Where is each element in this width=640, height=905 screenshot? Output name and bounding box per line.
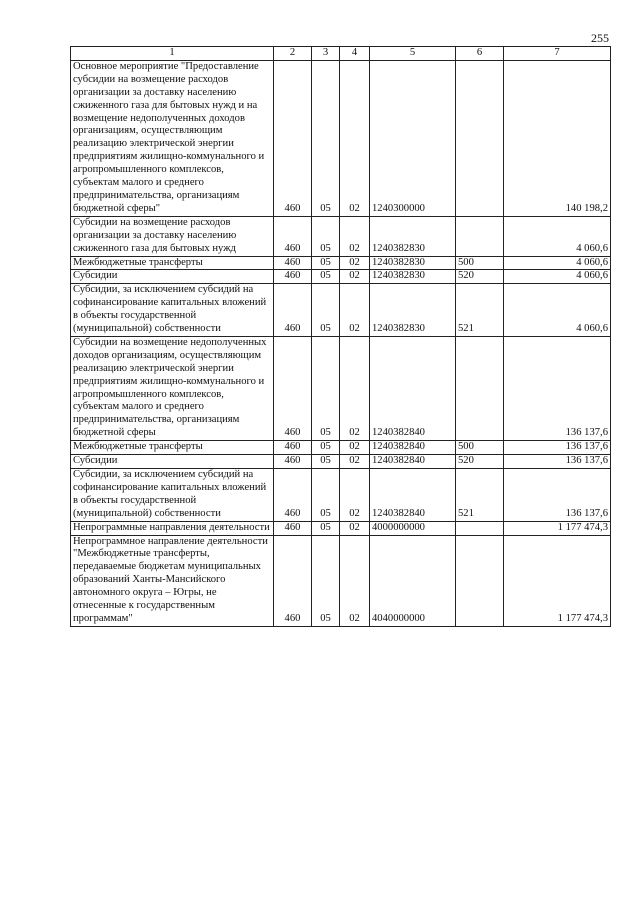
row-section: 05 bbox=[312, 469, 340, 522]
row-name: Непрограммное направление деятельности "Межбюджетные трансферты, передаваемые бюджетам муниципальных образований Ханты-Мансийского автономного округа – Югры, не отнесенные к государственным программам" bbox=[71, 535, 274, 626]
row-name: Субсидии bbox=[71, 455, 274, 469]
row-expense-type: 520 bbox=[456, 270, 504, 284]
row-target-article: 1240382830 bbox=[370, 270, 456, 284]
row-amount: 136 137,6 bbox=[504, 455, 611, 469]
row-section: 05 bbox=[312, 60, 340, 216]
row-name: Непрограммные направления деятельности bbox=[71, 521, 274, 535]
row-name: Основное мероприятие "Предоставление субсидии на возмещение расходов организации за доставку населению сжиженного газа для бытовых нужд и на возмещение недополученных доходов организациям, осуществляющим реализацию электрической энергии предприятиям жилищно-коммунального и агропромышленного комплексов, субъектам малого и среднего предпринимательства, организациям бюджетной сферы" bbox=[71, 60, 274, 216]
row-amount: 136 137,6 bbox=[504, 469, 611, 522]
row-code-admin: 460 bbox=[274, 270, 312, 284]
row-target-article: 1240382840 bbox=[370, 455, 456, 469]
row-subsection: 02 bbox=[340, 455, 370, 469]
row-expense-type bbox=[456, 521, 504, 535]
row-code-admin: 460 bbox=[274, 284, 312, 337]
row-expense-type: 520 bbox=[456, 455, 504, 469]
row-amount: 136 137,6 bbox=[504, 441, 611, 455]
row-subsection: 02 bbox=[340, 284, 370, 337]
row-code-admin: 460 bbox=[274, 469, 312, 522]
row-amount: 1 177 474,3 bbox=[504, 521, 611, 535]
row-section: 05 bbox=[312, 284, 340, 337]
row-code-admin: 460 bbox=[274, 60, 312, 216]
row-name: Субсидии, за исключением субсидий на софинансирование капитальных вложений в объекты государственной (муниципальной) собственности bbox=[71, 284, 274, 337]
page-number: 255 bbox=[591, 31, 609, 45]
row-code-admin: 460 bbox=[274, 535, 312, 626]
row-expense-type bbox=[456, 336, 504, 440]
table-row bbox=[71, 284, 611, 337]
table-row bbox=[71, 441, 611, 455]
row-subsection: 02 bbox=[340, 336, 370, 440]
row-subsection: 02 bbox=[340, 521, 370, 535]
row-amount: 4 060,6 bbox=[504, 270, 611, 284]
header-col-6: 6 bbox=[456, 47, 504, 61]
row-name: Субсидии, за исключением субсидий на софинансирование капитальных вложений в объекты государственной (муниципальной) собственности bbox=[71, 469, 274, 522]
row-code-admin: 460 bbox=[274, 336, 312, 440]
row-section: 05 bbox=[312, 216, 340, 256]
header-col-7: 7 bbox=[504, 47, 611, 61]
row-section: 05 bbox=[312, 256, 340, 270]
row-name: Межбюджетные трансферты bbox=[71, 256, 274, 270]
row-subsection: 02 bbox=[340, 216, 370, 256]
row-name: Субсидии на возмещение недополученных доходов организациям, осуществляющим реализацию электрической энергии предприятиям жилищно-коммунального и агропромышленного комплексов, субъектам малого и среднего предпринимательства, организациям бюджетной сферы bbox=[71, 336, 274, 440]
row-amount: 136 137,6 bbox=[504, 336, 611, 440]
table-row bbox=[71, 469, 611, 522]
table-row bbox=[71, 521, 611, 535]
header-col-2: 2 bbox=[274, 47, 312, 61]
row-target-article: 4040000000 bbox=[370, 535, 456, 626]
table-row bbox=[71, 256, 611, 270]
header-col-5: 5 bbox=[370, 47, 456, 61]
row-expense-type: 500 bbox=[456, 441, 504, 455]
row-amount: 4 060,6 bbox=[504, 216, 611, 256]
row-subsection: 02 bbox=[340, 270, 370, 284]
row-expense-type bbox=[456, 216, 504, 256]
row-target-article: 4000000000 bbox=[370, 521, 456, 535]
row-section: 05 bbox=[312, 521, 340, 535]
row-code-admin: 460 bbox=[274, 455, 312, 469]
row-subsection: 02 bbox=[340, 60, 370, 216]
row-name: Межбюджетные трансферты bbox=[71, 441, 274, 455]
header-row bbox=[71, 47, 611, 61]
budget-table bbox=[70, 46, 611, 627]
row-target-article: 1240382830 bbox=[370, 256, 456, 270]
table-row bbox=[71, 336, 611, 440]
row-name: Субсидии bbox=[71, 270, 274, 284]
row-subsection: 02 bbox=[340, 535, 370, 626]
row-target-article: 1240382830 bbox=[370, 284, 456, 337]
table-row bbox=[71, 60, 611, 216]
row-expense-type bbox=[456, 535, 504, 626]
row-code-admin: 460 bbox=[274, 441, 312, 455]
row-section: 05 bbox=[312, 336, 340, 440]
table-row bbox=[71, 270, 611, 284]
row-section: 05 bbox=[312, 535, 340, 626]
row-code-admin: 460 bbox=[274, 216, 312, 256]
row-section: 05 bbox=[312, 441, 340, 455]
table-row bbox=[71, 455, 611, 469]
row-target-article: 1240382840 bbox=[370, 441, 456, 455]
header-col-3: 3 bbox=[312, 47, 340, 61]
row-subsection: 02 bbox=[340, 256, 370, 270]
row-expense-type: 500 bbox=[456, 256, 504, 270]
row-code-admin: 460 bbox=[274, 521, 312, 535]
table-row bbox=[71, 535, 611, 626]
row-target-article: 1240382840 bbox=[370, 336, 456, 440]
row-target-article: 1240382840 bbox=[370, 469, 456, 522]
row-amount: 4 060,6 bbox=[504, 284, 611, 337]
header-col-1: 1 bbox=[71, 47, 274, 61]
row-section: 05 bbox=[312, 270, 340, 284]
row-section: 05 bbox=[312, 455, 340, 469]
row-name: Субсидии на возмещение расходов организации за доставку населению сжиженного газа для бытовых нужд bbox=[71, 216, 274, 256]
header-col-4: 4 bbox=[340, 47, 370, 61]
row-expense-type: 521 bbox=[456, 469, 504, 522]
row-amount: 4 060,6 bbox=[504, 256, 611, 270]
row-expense-type: 521 bbox=[456, 284, 504, 337]
row-subsection: 02 bbox=[340, 441, 370, 455]
row-subsection: 02 bbox=[340, 469, 370, 522]
row-code-admin: 460 bbox=[274, 256, 312, 270]
row-expense-type bbox=[456, 60, 504, 216]
table-row bbox=[71, 216, 611, 256]
row-target-article: 1240300000 bbox=[370, 60, 456, 216]
row-amount: 1 177 474,3 bbox=[504, 535, 611, 626]
row-target-article: 1240382830 bbox=[370, 216, 456, 256]
row-amount: 140 198,2 bbox=[504, 60, 611, 216]
